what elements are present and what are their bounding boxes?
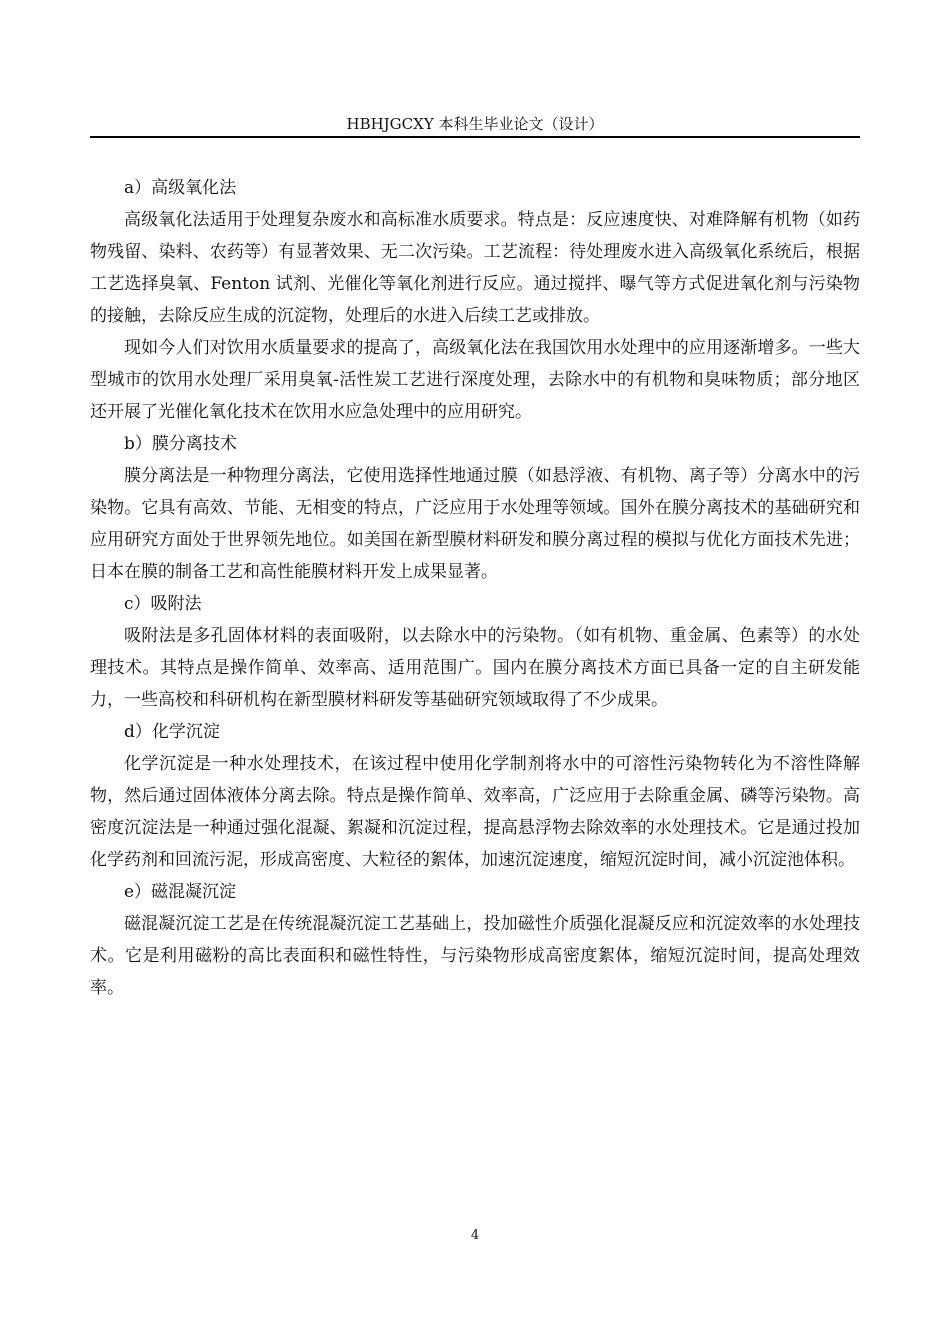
- section-heading-a: a）高级氧化法: [124, 178, 237, 198]
- section-heading-d: d）化学沉淀: [124, 722, 220, 742]
- section-heading-e: e）磁混凝沉淀: [124, 882, 237, 902]
- paragraph-d-1: 化学沉淀是一种水处理技术，在该过程中使用化学制剂将水中的可溶性污染物转化为不溶性降解物，然后通过固体液体分离去除。特点是操作简单、效率高，广泛应用于去除重金属、磷等污染物。高密度沉淀法是一种通过强化混凝、絮凝和沉淀过程，提高悬浮物去除效率的水处理技术。它是通过投加化学药剂和回流污泥，形成高密度、大粒径的絮体，加速沉淀速度，缩短沉淀时间，减小沉淀池体积。: [90, 754, 860, 870]
- document-body: [90, 172, 860, 1004]
- page-number: 4: [470, 1228, 480, 1243]
- section-heading-c: c）吸附法: [124, 594, 202, 614]
- paragraph-a-1: 高级氧化法适用于处理复杂废水和高标准水质要求。特点是：反应速度快、对难降解有机物（如药物残留、染料、农药等）有显著效果、无二次污染。工艺流程：待处理废水进入高级氧化系统后，根据工艺选择臭氧、Fenton 试剂、光催化等氧化剂进行反应。通过搅拌、曝气等方式促进氧化剂与污染物的接触，去除反应生成的沉淀物，处理后的水进入后续工艺或排放。: [90, 210, 860, 326]
- section-heading-b: b）膜分离技术: [124, 434, 237, 454]
- paragraph-b-1: 膜分离法是一种物理分离法，它使用选择性地通过膜（如悬浮液、有机物、离子等）分离水中的污染物。它具有高效、节能、无相变的特点，广泛应用于水处理等领域。国外在膜分离技术的基础研究和应用研究方面处于世界领先地位。如美国在新型膜材料研发和膜分离过程的模拟与优化方面技术先进；日本在膜的制备工艺和高性能膜材料开发上成果显著。: [90, 466, 860, 582]
- header-title: HBHJGCXY 本科生毕业论文（设计）: [346, 115, 604, 133]
- paragraph-e-1: 磁混凝沉淀工艺是在传统混凝沉淀工艺基础上，投加磁性介质强化混凝反应和沉淀效率的水处理技术。它是利用磁粉的高比表面积和磁性特性，与污染物形成高密度絮体，缩短沉淀时间，提高处理效率。: [90, 914, 860, 998]
- page-header: [90, 114, 860, 138]
- paragraph-a-2: 现如今人们对饮用水质量要求的提高了，高级氧化法在我国饮用水处理中的应用逐渐增多。一些大型城市的饮用水处理厂采用臭氧-活性炭工艺进行深度处理，去除水中的有机物和臭味物质；部分地区还开展了光催化氧化技术在饮用水应急处理中的应用研究。: [90, 338, 860, 422]
- paragraph-c-1: 吸附法是多孔固体材料的表面吸附，以去除水中的污染物。（如有机物、重金属、色素等）的水处理技术。其特点是操作简单、效率高、适用范围广。国内在膜分离技术方面已具备一定的自主研发能力，一些高校和科研机构在新型膜材料研发等基础研究领域取得了不少成果。: [90, 626, 860, 710]
